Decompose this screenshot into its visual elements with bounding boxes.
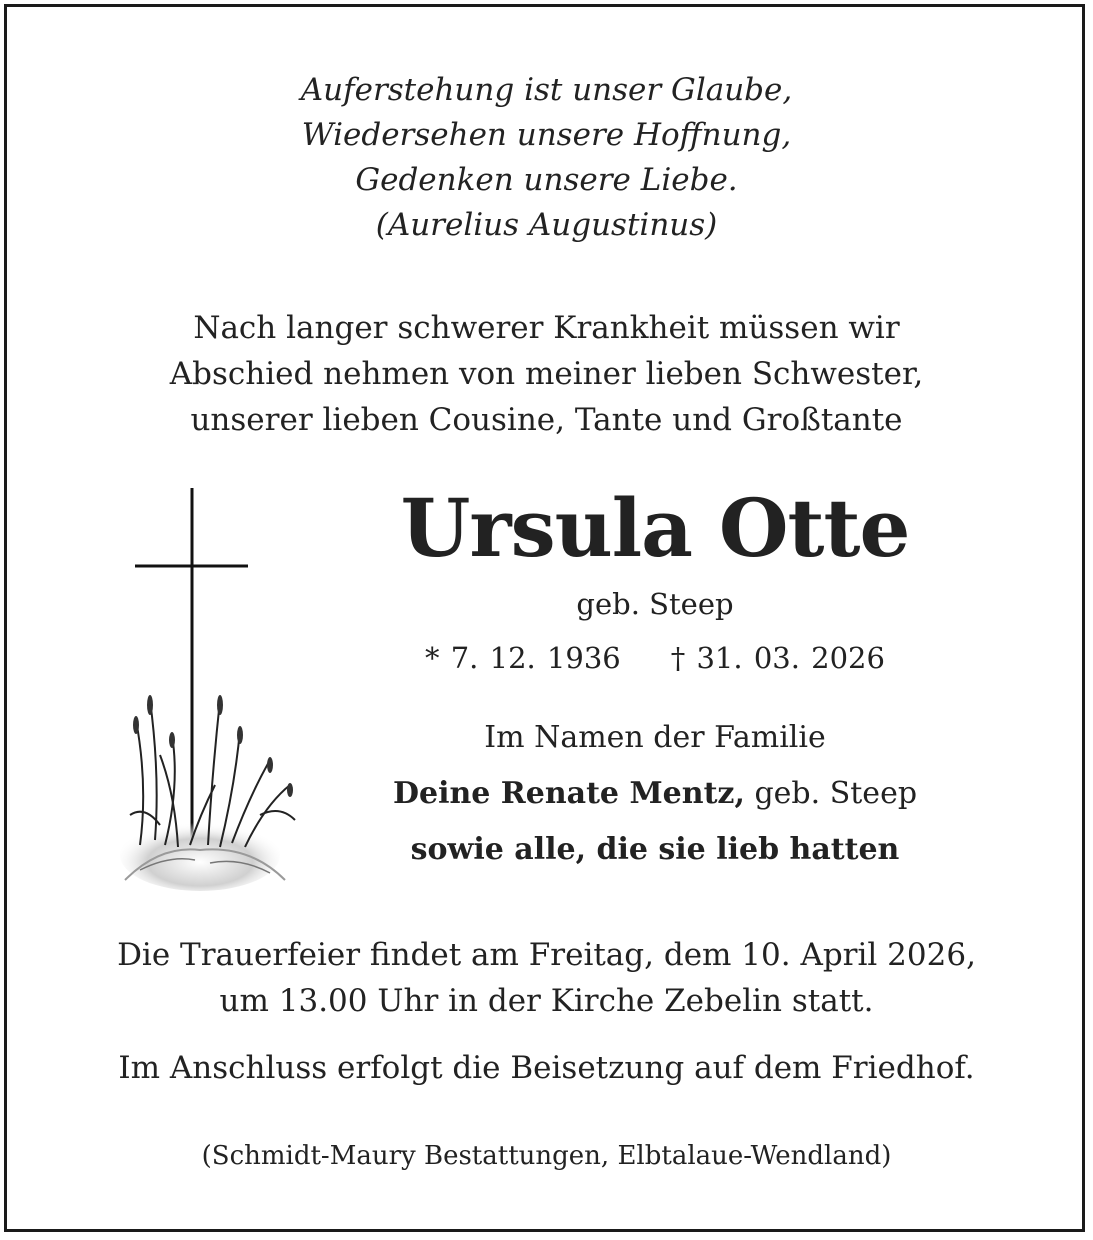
undertaker-text: (Schmidt-Maury Bestattungen, Elbtalaue-Wendland) xyxy=(201,1141,892,1171)
quote-line: Gedenken unsere Liebe. xyxy=(355,162,738,198)
quote-author: (Aurelius Augustinus) xyxy=(375,207,718,243)
quote-block xyxy=(0,68,1093,248)
death-date: † 31. 03. 2026 xyxy=(670,641,885,675)
family-block xyxy=(290,710,1020,878)
mourners-line: sowie alle, die sie lieb hatten xyxy=(410,832,900,867)
ceremony-line: Die Trauerfeier findet am Freitag, dem 10. April 2026, xyxy=(117,937,976,973)
relative-birth-name: geb. Steep xyxy=(754,776,918,811)
relative-line xyxy=(290,766,1020,822)
intro-line: unserer lieben Cousine, Tante und Großtante xyxy=(190,402,903,438)
burial-text: Im Anschluss erfolgt die Beisetzung auf dem Friedhof. xyxy=(118,1050,975,1086)
life-dates xyxy=(290,638,1020,678)
birth-name: geb. Steep xyxy=(576,587,734,621)
cross-with-grass-icon xyxy=(120,485,310,895)
intro-text xyxy=(0,305,1093,443)
quote-line: Auferstehung ist unser Glaube, xyxy=(300,72,793,108)
ceremony-line: um 13.00 Uhr in der Kirche Zebelin statt. xyxy=(219,983,874,1019)
ceremony-text xyxy=(0,932,1093,1024)
quote-line: Wiedersehen unsere Hoffnung, xyxy=(301,117,792,153)
intro-line: Abschied nehmen von meiner lieben Schwester, xyxy=(169,356,924,392)
deceased-name: Ursula Otte xyxy=(400,481,910,575)
relative-name: Deine Renate Mentz, xyxy=(392,776,745,811)
birth-date: * 7. 12. 1936 xyxy=(425,641,621,675)
intro-line: Nach langer schwerer Krankheit müssen wir xyxy=(193,310,900,346)
family-intro: Im Namen der Familie xyxy=(484,720,826,755)
